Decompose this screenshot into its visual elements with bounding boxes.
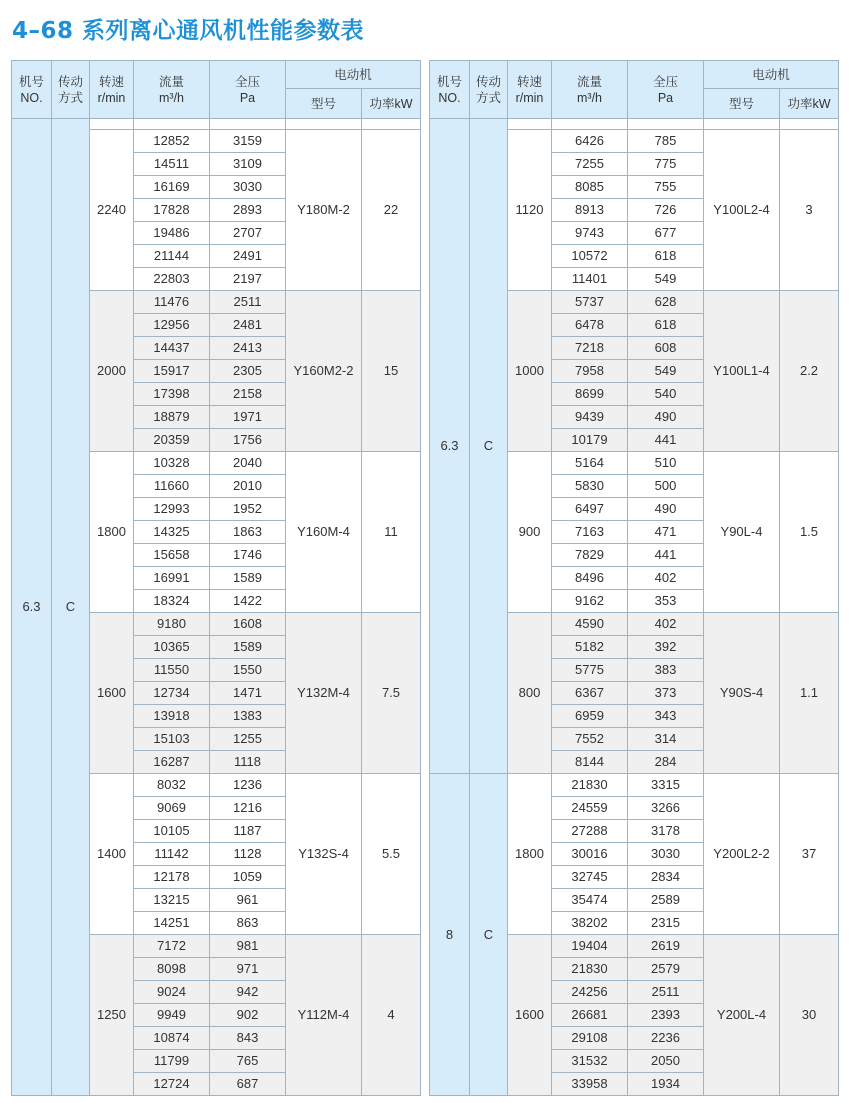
flow-cell: 17828: [134, 199, 210, 222]
pressure-cell: 549: [628, 360, 704, 383]
flow-cell: 17398: [134, 383, 210, 406]
pressure-cell: 3030: [628, 843, 704, 866]
pressure-cell: 1952: [210, 498, 286, 521]
flow-cell: 16287: [134, 751, 210, 774]
pressure-cell: 2393: [628, 1004, 704, 1027]
flow-cell: 6367: [552, 682, 628, 705]
header-no-label: 机号: [18, 74, 44, 89]
flow-cell: 9743: [552, 222, 628, 245]
motor-model: Y200L2-2: [704, 774, 780, 935]
flow-cell: 24256: [552, 981, 628, 1004]
pressure-cell: 942: [210, 981, 286, 1004]
pressure-cell: 540: [628, 383, 704, 406]
flow-cell: 11799: [134, 1050, 210, 1073]
pressure-cell: 628: [628, 291, 704, 314]
spacer-row: [430, 119, 839, 130]
motor-model: Y160M-4: [286, 452, 362, 613]
pressure-cell: 1746: [210, 544, 286, 567]
flow-cell: 7255: [552, 153, 628, 176]
pressure-cell: 2834: [628, 866, 704, 889]
flow-cell: 9949: [134, 1004, 210, 1027]
pressure-cell: 608: [628, 337, 704, 360]
pressure-cell: 3159: [210, 130, 286, 153]
motor-power: 1.5: [780, 452, 839, 613]
flow-cell: 10874: [134, 1027, 210, 1050]
pressure-cell: 618: [628, 314, 704, 337]
flow-cell: 11550: [134, 659, 210, 682]
spacer-cell: [90, 119, 134, 130]
pressure-cell: 785: [628, 130, 704, 153]
speed-cell: 2000: [90, 291, 134, 452]
flow-cell: 10328: [134, 452, 210, 475]
header-pressure: [210, 61, 286, 119]
pressure-cell: 1216: [210, 797, 286, 820]
header-speed-unit: r/min: [97, 90, 126, 105]
pressure-cell: 314: [628, 728, 704, 751]
flow-cell: 8085: [552, 176, 628, 199]
header-power: 功率kW: [362, 89, 421, 119]
pressure-cell: 2893: [210, 199, 286, 222]
pressure-cell: 961: [210, 889, 286, 912]
pressure-cell: 1236: [210, 774, 286, 797]
flow-cell: 8144: [552, 751, 628, 774]
pressure-cell: 1589: [210, 636, 286, 659]
pressure-cell: 2315: [628, 912, 704, 935]
pressure-cell: 2579: [628, 958, 704, 981]
flow-cell: 10179: [552, 429, 628, 452]
header-pressure-unit: Pa: [657, 90, 674, 105]
pressure-cell: 3030: [210, 176, 286, 199]
speed-cell: 900: [508, 452, 552, 613]
motor-power: 3: [780, 130, 839, 291]
table-row: [430, 774, 839, 797]
fan-no: 6.3: [430, 119, 470, 774]
pressure-cell: 441: [628, 429, 704, 452]
pressure-cell: 2413: [210, 337, 286, 360]
pressure-cell: 2305: [210, 360, 286, 383]
flow-cell: 4590: [552, 613, 628, 636]
header-drive: [470, 61, 508, 119]
drive-type: C: [470, 119, 508, 774]
pressure-cell: 677: [628, 222, 704, 245]
pressure-cell: 402: [628, 567, 704, 590]
flow-cell: 16169: [134, 176, 210, 199]
flow-cell: 6426: [552, 130, 628, 153]
flow-cell: 5182: [552, 636, 628, 659]
pressure-cell: 843: [210, 1027, 286, 1050]
header-flow-label: 流量: [576, 74, 602, 89]
speed-cell: 1600: [508, 935, 552, 1096]
pressure-cell: 1471: [210, 682, 286, 705]
header-speed: [90, 61, 134, 119]
pressure-cell: 902: [210, 1004, 286, 1027]
flow-cell: 38202: [552, 912, 628, 935]
header-row: [12, 61, 421, 89]
flow-cell: 11142: [134, 843, 210, 866]
pressure-cell: 1422: [210, 590, 286, 613]
pressure-cell: 373: [628, 682, 704, 705]
flow-cell: 8098: [134, 958, 210, 981]
speed-cell: 1600: [90, 613, 134, 774]
flow-cell: 21144: [134, 245, 210, 268]
fan-no: 6.3: [12, 119, 52, 1096]
flow-cell: 12956: [134, 314, 210, 337]
header-speed-label: 转速: [516, 74, 542, 89]
pressure-cell: 2481: [210, 314, 286, 337]
header-drive-label: 传动: [57, 74, 83, 89]
motor-power: 5.5: [362, 774, 421, 935]
header-pressure: [628, 61, 704, 119]
flow-cell: 7218: [552, 337, 628, 360]
pressure-cell: 500: [628, 475, 704, 498]
header-row: [430, 61, 839, 89]
spacer-cell: [210, 119, 286, 130]
pressure-cell: 1550: [210, 659, 286, 682]
flow-cell: 12852: [134, 130, 210, 153]
flow-cell: 9162: [552, 590, 628, 613]
flow-cell: 14251: [134, 912, 210, 935]
flow-cell: 10105: [134, 820, 210, 843]
header-flow-unit: m³/h: [159, 90, 184, 105]
pressure-cell: 490: [628, 498, 704, 521]
speed-cell: 1000: [508, 291, 552, 452]
flow-cell: 15658: [134, 544, 210, 567]
header-no-label: 机号: [436, 74, 462, 89]
flow-cell: 12724: [134, 1073, 210, 1096]
pressure-cell: 2197: [210, 268, 286, 291]
flow-cell: 6497: [552, 498, 628, 521]
header-model: 型号: [704, 89, 780, 119]
pressure-cell: 3315: [628, 774, 704, 797]
pressure-cell: 392: [628, 636, 704, 659]
pressure-cell: 2511: [210, 291, 286, 314]
header-flow-label: 流量: [158, 74, 184, 89]
flow-cell: 18324: [134, 590, 210, 613]
speed-cell: 1800: [90, 452, 134, 613]
flow-cell: 22803: [134, 268, 210, 291]
pressure-cell: 726: [628, 199, 704, 222]
header-no: [12, 61, 52, 119]
pressure-cell: 971: [210, 958, 286, 981]
flow-cell: 12178: [134, 866, 210, 889]
header-model: 型号: [286, 89, 362, 119]
pressure-cell: 1756: [210, 429, 286, 452]
pressure-cell: 3109: [210, 153, 286, 176]
spacer-cell: [704, 119, 780, 130]
pressure-cell: 441: [628, 544, 704, 567]
pressure-cell: 1971: [210, 406, 286, 429]
pressure-cell: 353: [628, 590, 704, 613]
header-motor: 电动机: [286, 61, 421, 89]
header-flow: [552, 61, 628, 119]
motor-model: Y132S-4: [286, 774, 362, 935]
pressure-cell: 863: [210, 912, 286, 935]
flow-cell: 30016: [552, 843, 628, 866]
header-pressure-label: 全压: [234, 74, 260, 89]
speed-cell: 1250: [90, 935, 134, 1096]
flow-cell: 7552: [552, 728, 628, 751]
flow-cell: 15103: [134, 728, 210, 751]
flow-cell: 19404: [552, 935, 628, 958]
pressure-cell: 2236: [628, 1027, 704, 1050]
flow-cell: 7958: [552, 360, 628, 383]
pressure-cell: 2491: [210, 245, 286, 268]
performance-table-left: [11, 60, 421, 1096]
speed-cell: 1800: [508, 774, 552, 935]
motor-power: 1.1: [780, 613, 839, 774]
flow-cell: 11660: [134, 475, 210, 498]
pressure-cell: 1608: [210, 613, 286, 636]
motor-power: 4: [362, 935, 421, 1096]
pressure-cell: 549: [628, 268, 704, 291]
flow-cell: 9439: [552, 406, 628, 429]
flow-cell: 7172: [134, 935, 210, 958]
flow-cell: 18879: [134, 406, 210, 429]
pressure-cell: 981: [210, 935, 286, 958]
flow-cell: 11401: [552, 268, 628, 291]
flow-cell: 19486: [134, 222, 210, 245]
pressure-cell: 3266: [628, 797, 704, 820]
flow-cell: 20359: [134, 429, 210, 452]
speed-cell: 800: [508, 613, 552, 774]
flow-cell: 6959: [552, 705, 628, 728]
flow-cell: 8032: [134, 774, 210, 797]
pressure-cell: 2050: [628, 1050, 704, 1073]
spacer-row: [12, 119, 421, 130]
page-title: 4–68 系列离心通风机性能参数表: [12, 18, 365, 44]
spacer-cell: [508, 119, 552, 130]
pressure-cell: 765: [210, 1050, 286, 1073]
pressure-cell: 1128: [210, 843, 286, 866]
header-no: [430, 61, 470, 119]
pressure-cell: 3178: [628, 820, 704, 843]
pressure-cell: 755: [628, 176, 704, 199]
header-motor: 电动机: [704, 61, 839, 89]
flow-cell: 12734: [134, 682, 210, 705]
header-pressure-label: 全压: [652, 74, 678, 89]
flow-cell: 35474: [552, 889, 628, 912]
flow-cell: 5775: [552, 659, 628, 682]
spacer-cell: [134, 119, 210, 130]
flow-cell: 14325: [134, 521, 210, 544]
pressure-cell: 1059: [210, 866, 286, 889]
pressure-cell: 284: [628, 751, 704, 774]
flow-cell: 32745: [552, 866, 628, 889]
flow-cell: 26681: [552, 1004, 628, 1027]
spacer-cell: [780, 119, 839, 130]
motor-model: Y112M-4: [286, 935, 362, 1096]
motor-model: Y100L2-4: [704, 130, 780, 291]
pressure-cell: 2619: [628, 935, 704, 958]
spacer-cell: [552, 119, 628, 130]
flow-cell: 6478: [552, 314, 628, 337]
pressure-cell: 510: [628, 452, 704, 475]
motor-model: Y90S-4: [704, 613, 780, 774]
drive-type: C: [52, 119, 90, 1096]
pressure-cell: 2511: [628, 981, 704, 1004]
pressure-cell: 490: [628, 406, 704, 429]
header-speed-unit: r/min: [515, 90, 544, 105]
pressure-cell: 343: [628, 705, 704, 728]
header-power: 功率kW: [780, 89, 839, 119]
flow-cell: 8913: [552, 199, 628, 222]
pressure-cell: 1118: [210, 751, 286, 774]
flow-cell: 7829: [552, 544, 628, 567]
performance-table-right: [429, 60, 839, 1096]
speed-cell: 1120: [508, 130, 552, 291]
flow-cell: 8699: [552, 383, 628, 406]
flow-cell: 10365: [134, 636, 210, 659]
pressure-cell: 2589: [628, 889, 704, 912]
pressure-cell: 1255: [210, 728, 286, 751]
pressure-cell: 2040: [210, 452, 286, 475]
flow-cell: 33958: [552, 1073, 628, 1096]
header-speed: [508, 61, 552, 119]
pressure-cell: 1863: [210, 521, 286, 544]
flow-cell: 24559: [552, 797, 628, 820]
flow-cell: 15917: [134, 360, 210, 383]
pressure-cell: 1934: [628, 1073, 704, 1096]
flow-cell: 21830: [552, 774, 628, 797]
motor-power: 2.2: [780, 291, 839, 452]
pressure-cell: 383: [628, 659, 704, 682]
speed-cell: 2240: [90, 130, 134, 291]
flow-cell: 16991: [134, 567, 210, 590]
pressure-cell: 2158: [210, 383, 286, 406]
flow-cell: 14511: [134, 153, 210, 176]
flow-cell: 12993: [134, 498, 210, 521]
header-drive: [52, 61, 90, 119]
flow-cell: 29108: [552, 1027, 628, 1050]
flow-cell: 5164: [552, 452, 628, 475]
flow-cell: 13215: [134, 889, 210, 912]
header-drive-unit: 方式: [57, 90, 83, 105]
motor-model: Y200L-4: [704, 935, 780, 1096]
header-pressure-unit: Pa: [239, 90, 256, 105]
motor-model: Y180M-2: [286, 130, 362, 291]
motor-power: 30: [780, 935, 839, 1096]
flow-cell: 5830: [552, 475, 628, 498]
speed-cell: 1400: [90, 774, 134, 935]
pressure-cell: 1589: [210, 567, 286, 590]
flow-cell: 8496: [552, 567, 628, 590]
pressure-cell: 2010: [210, 475, 286, 498]
pressure-cell: 1383: [210, 705, 286, 728]
flow-cell: 5737: [552, 291, 628, 314]
pressure-cell: 471: [628, 521, 704, 544]
pressure-cell: 1187: [210, 820, 286, 843]
drive-type: C: [470, 774, 508, 1096]
header-no-unit: NO.: [438, 90, 461, 105]
flow-cell: 13918: [134, 705, 210, 728]
flow-cell: 9180: [134, 613, 210, 636]
motor-model: Y100L1-4: [704, 291, 780, 452]
motor-power: 11: [362, 452, 421, 613]
flow-cell: 27288: [552, 820, 628, 843]
pressure-cell: 687: [210, 1073, 286, 1096]
flow-cell: 9069: [134, 797, 210, 820]
motor-power: 22: [362, 130, 421, 291]
motor-power: 37: [780, 774, 839, 935]
flow-cell: 11476: [134, 291, 210, 314]
spacer-cell: [286, 119, 362, 130]
pressure-cell: 775: [628, 153, 704, 176]
motor-power: 15: [362, 291, 421, 452]
header-drive-unit: 方式: [475, 90, 501, 105]
spacer-cell: [362, 119, 421, 130]
pressure-cell: 402: [628, 613, 704, 636]
header-flow-unit: m³/h: [577, 90, 602, 105]
flow-cell: 7163: [552, 521, 628, 544]
header-no-unit: NO.: [20, 90, 43, 105]
flow-cell: 10572: [552, 245, 628, 268]
header-drive-label: 传动: [475, 74, 501, 89]
fan-no: 8: [430, 774, 470, 1096]
pressure-cell: 2707: [210, 222, 286, 245]
flow-cell: 21830: [552, 958, 628, 981]
flow-cell: 31532: [552, 1050, 628, 1073]
pressure-cell: 618: [628, 245, 704, 268]
motor-power: 7.5: [362, 613, 421, 774]
motor-model: Y132M-4: [286, 613, 362, 774]
header-speed-label: 转速: [98, 74, 124, 89]
spacer-cell: [628, 119, 704, 130]
motor-model: Y90L-4: [704, 452, 780, 613]
flow-cell: 14437: [134, 337, 210, 360]
flow-cell: 9024: [134, 981, 210, 1004]
motor-model: Y160M2-2: [286, 291, 362, 452]
header-flow: [134, 61, 210, 119]
